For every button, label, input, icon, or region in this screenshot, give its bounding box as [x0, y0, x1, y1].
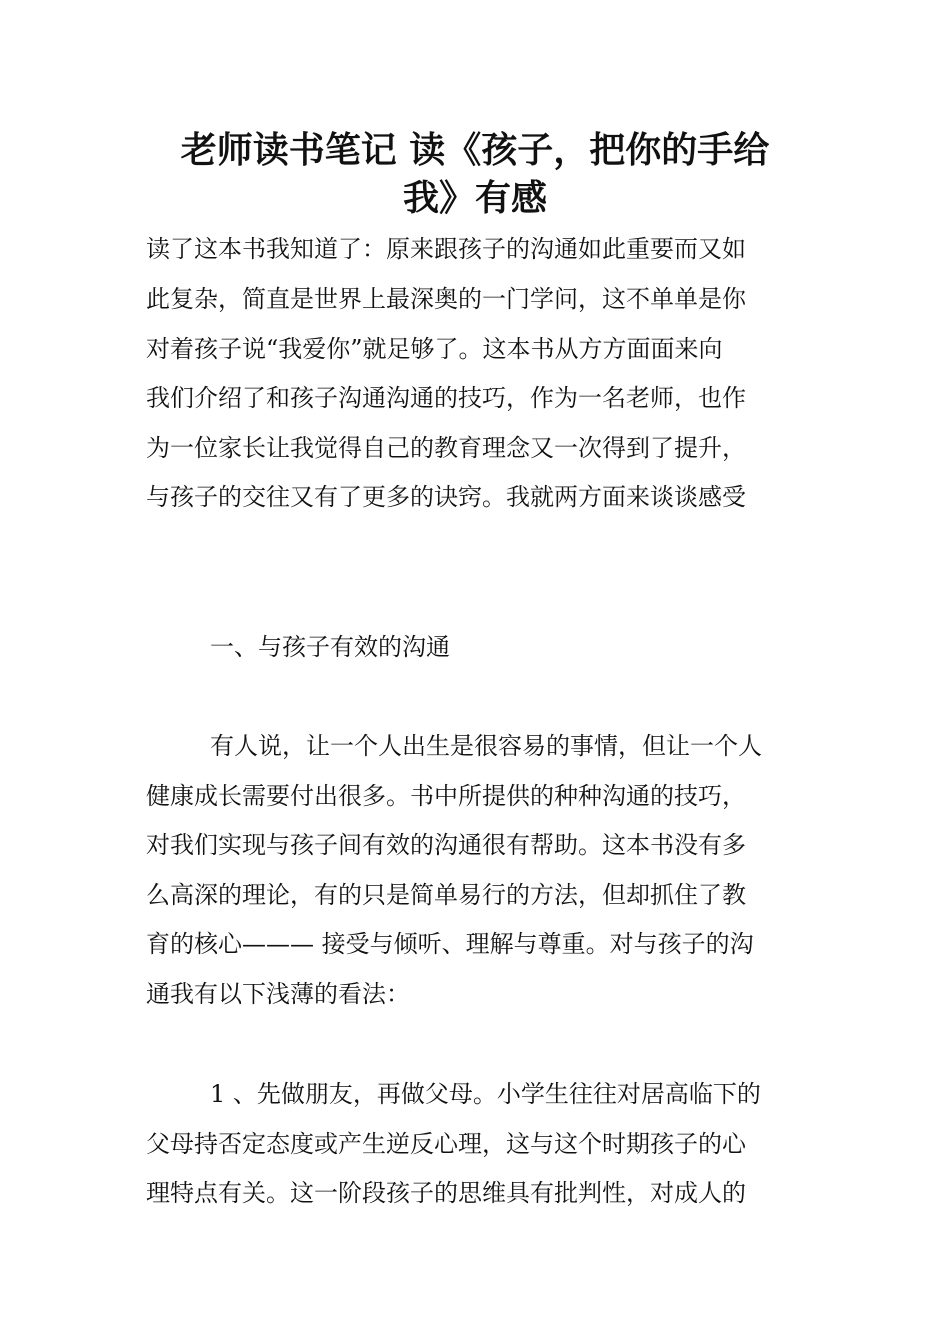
paragraph-line: 通我有以下浅薄的看法： [146, 980, 410, 1008]
section-heading: 一、与孩子有效的沟通 [210, 633, 450, 661]
paragraph-line: 对我们实现与孩子间有效的沟通很有帮助。这本书没有多 [146, 831, 746, 859]
paragraph-line: 父母持否定态度或产生逆反心理，这与这个时期孩子的心 [146, 1130, 746, 1158]
paragraph-line: 有人说，让一个人出生是很容易的事情，但让一个人 [210, 732, 762, 760]
intro-line: 为一位家长让我觉得自己的教育理念又一次得到了提升， [146, 434, 746, 462]
document-title-line-1: 老师读书笔记 读《孩子，把你的手给 [180, 130, 770, 171]
intro-line: 读了这本书我知道了：原来跟孩子的沟通如此重要而又如 [146, 235, 746, 263]
paragraph-line: 1 、先做朋友，再做父母。小学生往往对居高临下的 [210, 1080, 761, 1108]
intro-line: 此复杂，简直是世界上最深奥的一门学问，这不单单是你 [146, 285, 746, 313]
document-title-line-2: 我》有感 [402, 178, 547, 219]
paragraph-line: 么高深的理论，有的只是简单易行的方法，但却抓住了教 [146, 881, 746, 909]
intro-line: 对着孩子说“我爱你”就足够了。这本书从方方面面来向 [146, 335, 723, 363]
intro-line: 与孩子的交往又有了更多的诀窍。我就两方面来谈谈感受 [146, 483, 746, 511]
paragraph-line: 育的核心——— 接受与倾听、理解与尊重。对与孩子的沟 [146, 930, 754, 958]
paragraph-line: 理特点有关。这一阶段孩子的思维具有批判性，对成人的 [146, 1179, 746, 1207]
intro-line: 我们介绍了和孩子沟通沟通的技巧，作为一名老师，也作 [146, 384, 746, 412]
paragraph-line: 健康成长需要付出很多。书中所提供的种种沟通的技巧， [146, 782, 746, 810]
